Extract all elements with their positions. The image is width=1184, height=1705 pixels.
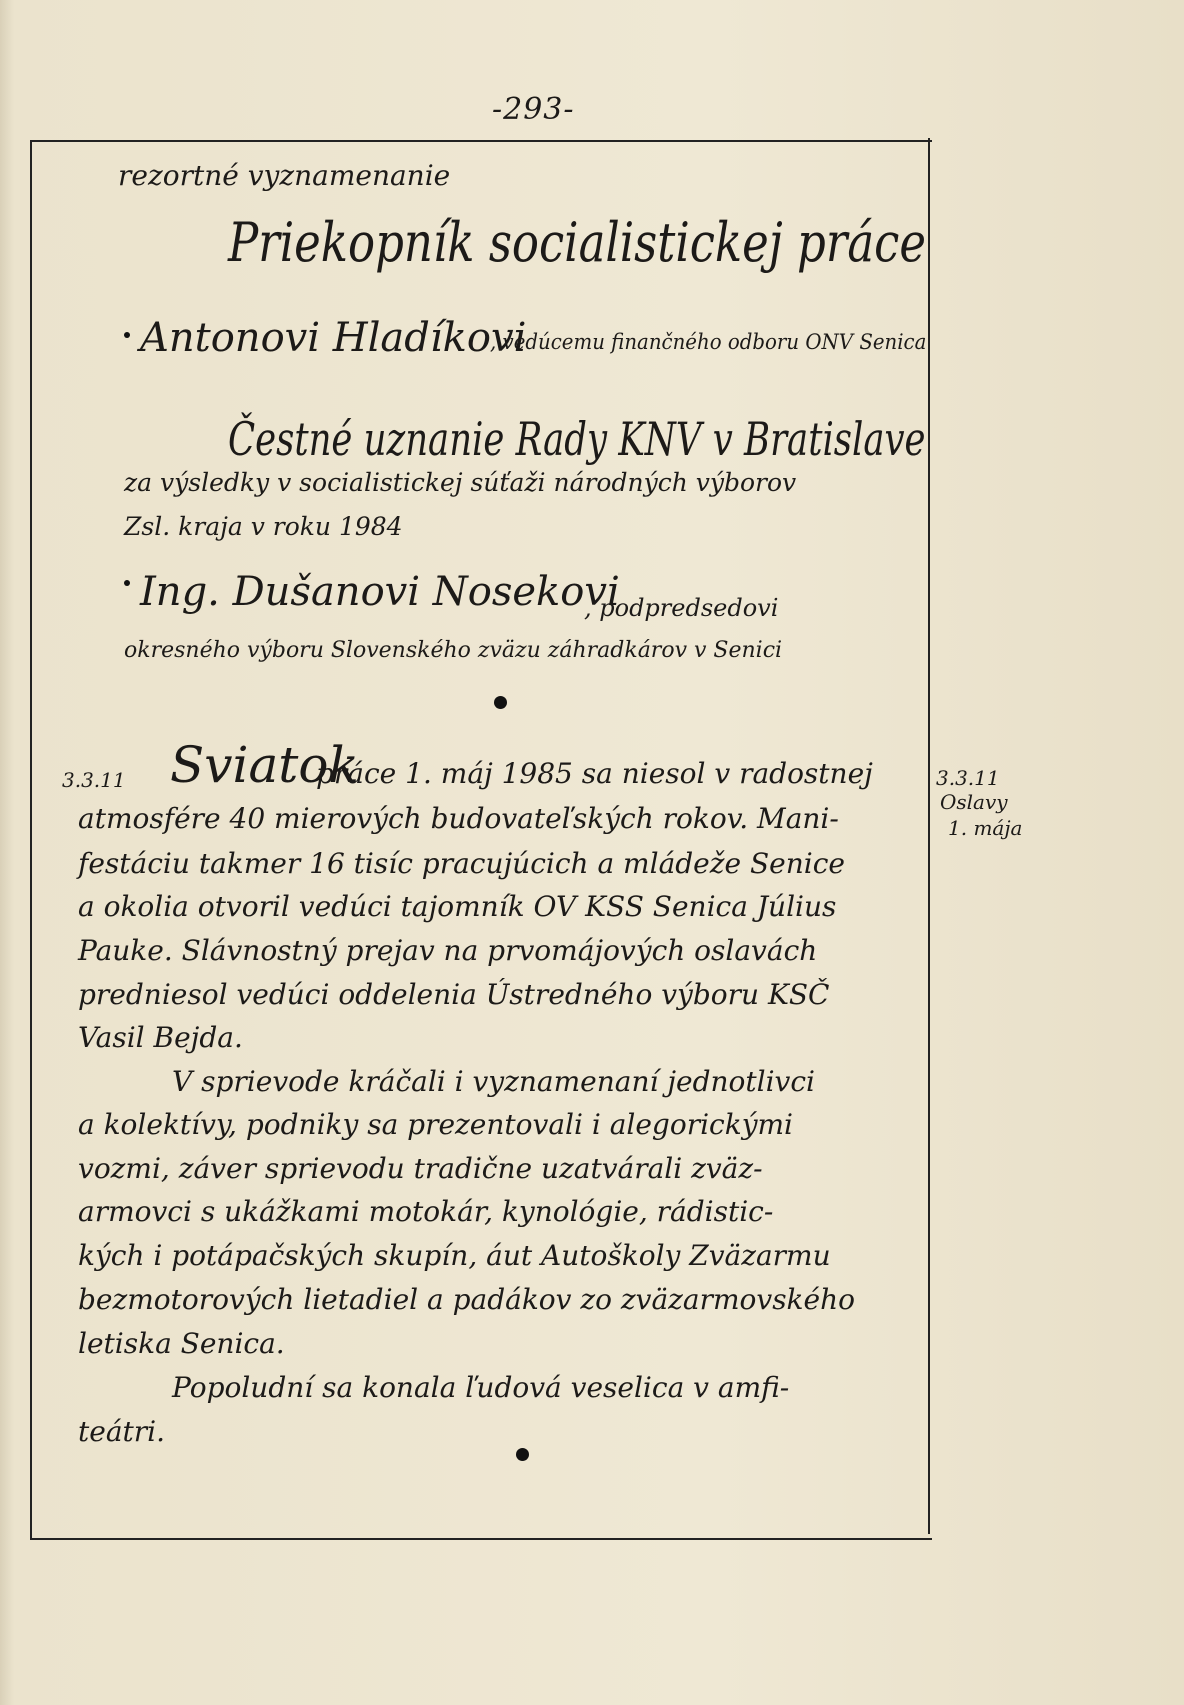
paragraph-line: bezmotorových lietadiel a padákov zo zväzarmovského bbox=[78, 1283, 855, 1316]
section-number: 3.3.11 bbox=[62, 768, 126, 792]
paragraph-line: práce 1. máj 1985 sa niesol v radostnej bbox=[316, 757, 873, 790]
list-bullet bbox=[124, 580, 130, 586]
section-separator-dot bbox=[494, 696, 507, 709]
award1-recipient: Antonovi Hladíkovi bbox=[140, 315, 527, 361]
page-number: -293- bbox=[492, 92, 575, 127]
margin-note-line1: Oslavy bbox=[940, 790, 1008, 814]
award2-desc-line1: za výsledky v socialistickej súťaži národných výborov bbox=[124, 468, 797, 497]
award2-title: Čestné uznanie Rady KNV v Bratislave bbox=[228, 412, 926, 466]
paragraph-line: letiska Senica. bbox=[78, 1327, 285, 1360]
margin-section-number: 3.3.11 bbox=[936, 766, 1000, 790]
section-lead-word: Sviatok bbox=[170, 736, 359, 794]
award1-label: rezortné vyznamenanie bbox=[118, 159, 451, 192]
paragraph-line: kých i potápačských skupín, áut Autoškoly Zväzarmu bbox=[78, 1239, 831, 1272]
paragraph-line: a okolia otvoril vedúci tajomník OV KSS Senica Július bbox=[78, 890, 837, 923]
paragraph-line: predniesol vedúci oddelenia Ústredného výboru KSČ bbox=[78, 978, 830, 1011]
section-end-dot bbox=[516, 1448, 529, 1461]
award2-role-line2: okresného výboru Slovenského zväzu záhradkárov v Senici bbox=[124, 638, 783, 663]
paragraph-line: teátri. bbox=[78, 1415, 166, 1448]
paragraph-line: atmosfére 40 mierových budovateľských rokov. Mani- bbox=[78, 802, 839, 835]
award2-recipient: Ing. Dušanovi Nosekovi bbox=[140, 569, 620, 615]
award1-role: , vedúcemu finančného odboru ONV Senica bbox=[490, 330, 927, 354]
paragraph-line: V sprievode kráčali i vyznamenaní jednotlivci bbox=[172, 1065, 816, 1098]
award1-title: Priekopník socialistickej práce bbox=[228, 211, 926, 274]
award2-role-line1: , podpredsedovi bbox=[584, 594, 779, 622]
page-frame-right-rule bbox=[928, 138, 930, 1534]
award2-desc-line2: Zsl. kraja v roku 1984 bbox=[124, 512, 403, 541]
paragraph-line: a kolektívy, podniky sa prezentovali i alegorickými bbox=[78, 1108, 794, 1141]
list-bullet bbox=[124, 332, 130, 338]
paragraph-line: festáciu takmer 16 tisíc pracujúcich a mládeže Senice bbox=[78, 847, 845, 880]
paragraph-line: armovci s ukážkami motokár, kynológie, rádistic- bbox=[78, 1195, 774, 1228]
paragraph-line: Pauke. Slávnostný prejav na prvomájových oslavách bbox=[78, 934, 818, 967]
paragraph-line: Vasil Bejda. bbox=[78, 1021, 243, 1054]
paragraph-line: vozmi, záver sprievodu tradične uzatvárali zväz- bbox=[78, 1152, 763, 1185]
margin-note-line2: 1. mája bbox=[948, 816, 1023, 840]
paragraph-line: Popoludní sa konala ľudová veselica v amfi- bbox=[172, 1371, 790, 1404]
